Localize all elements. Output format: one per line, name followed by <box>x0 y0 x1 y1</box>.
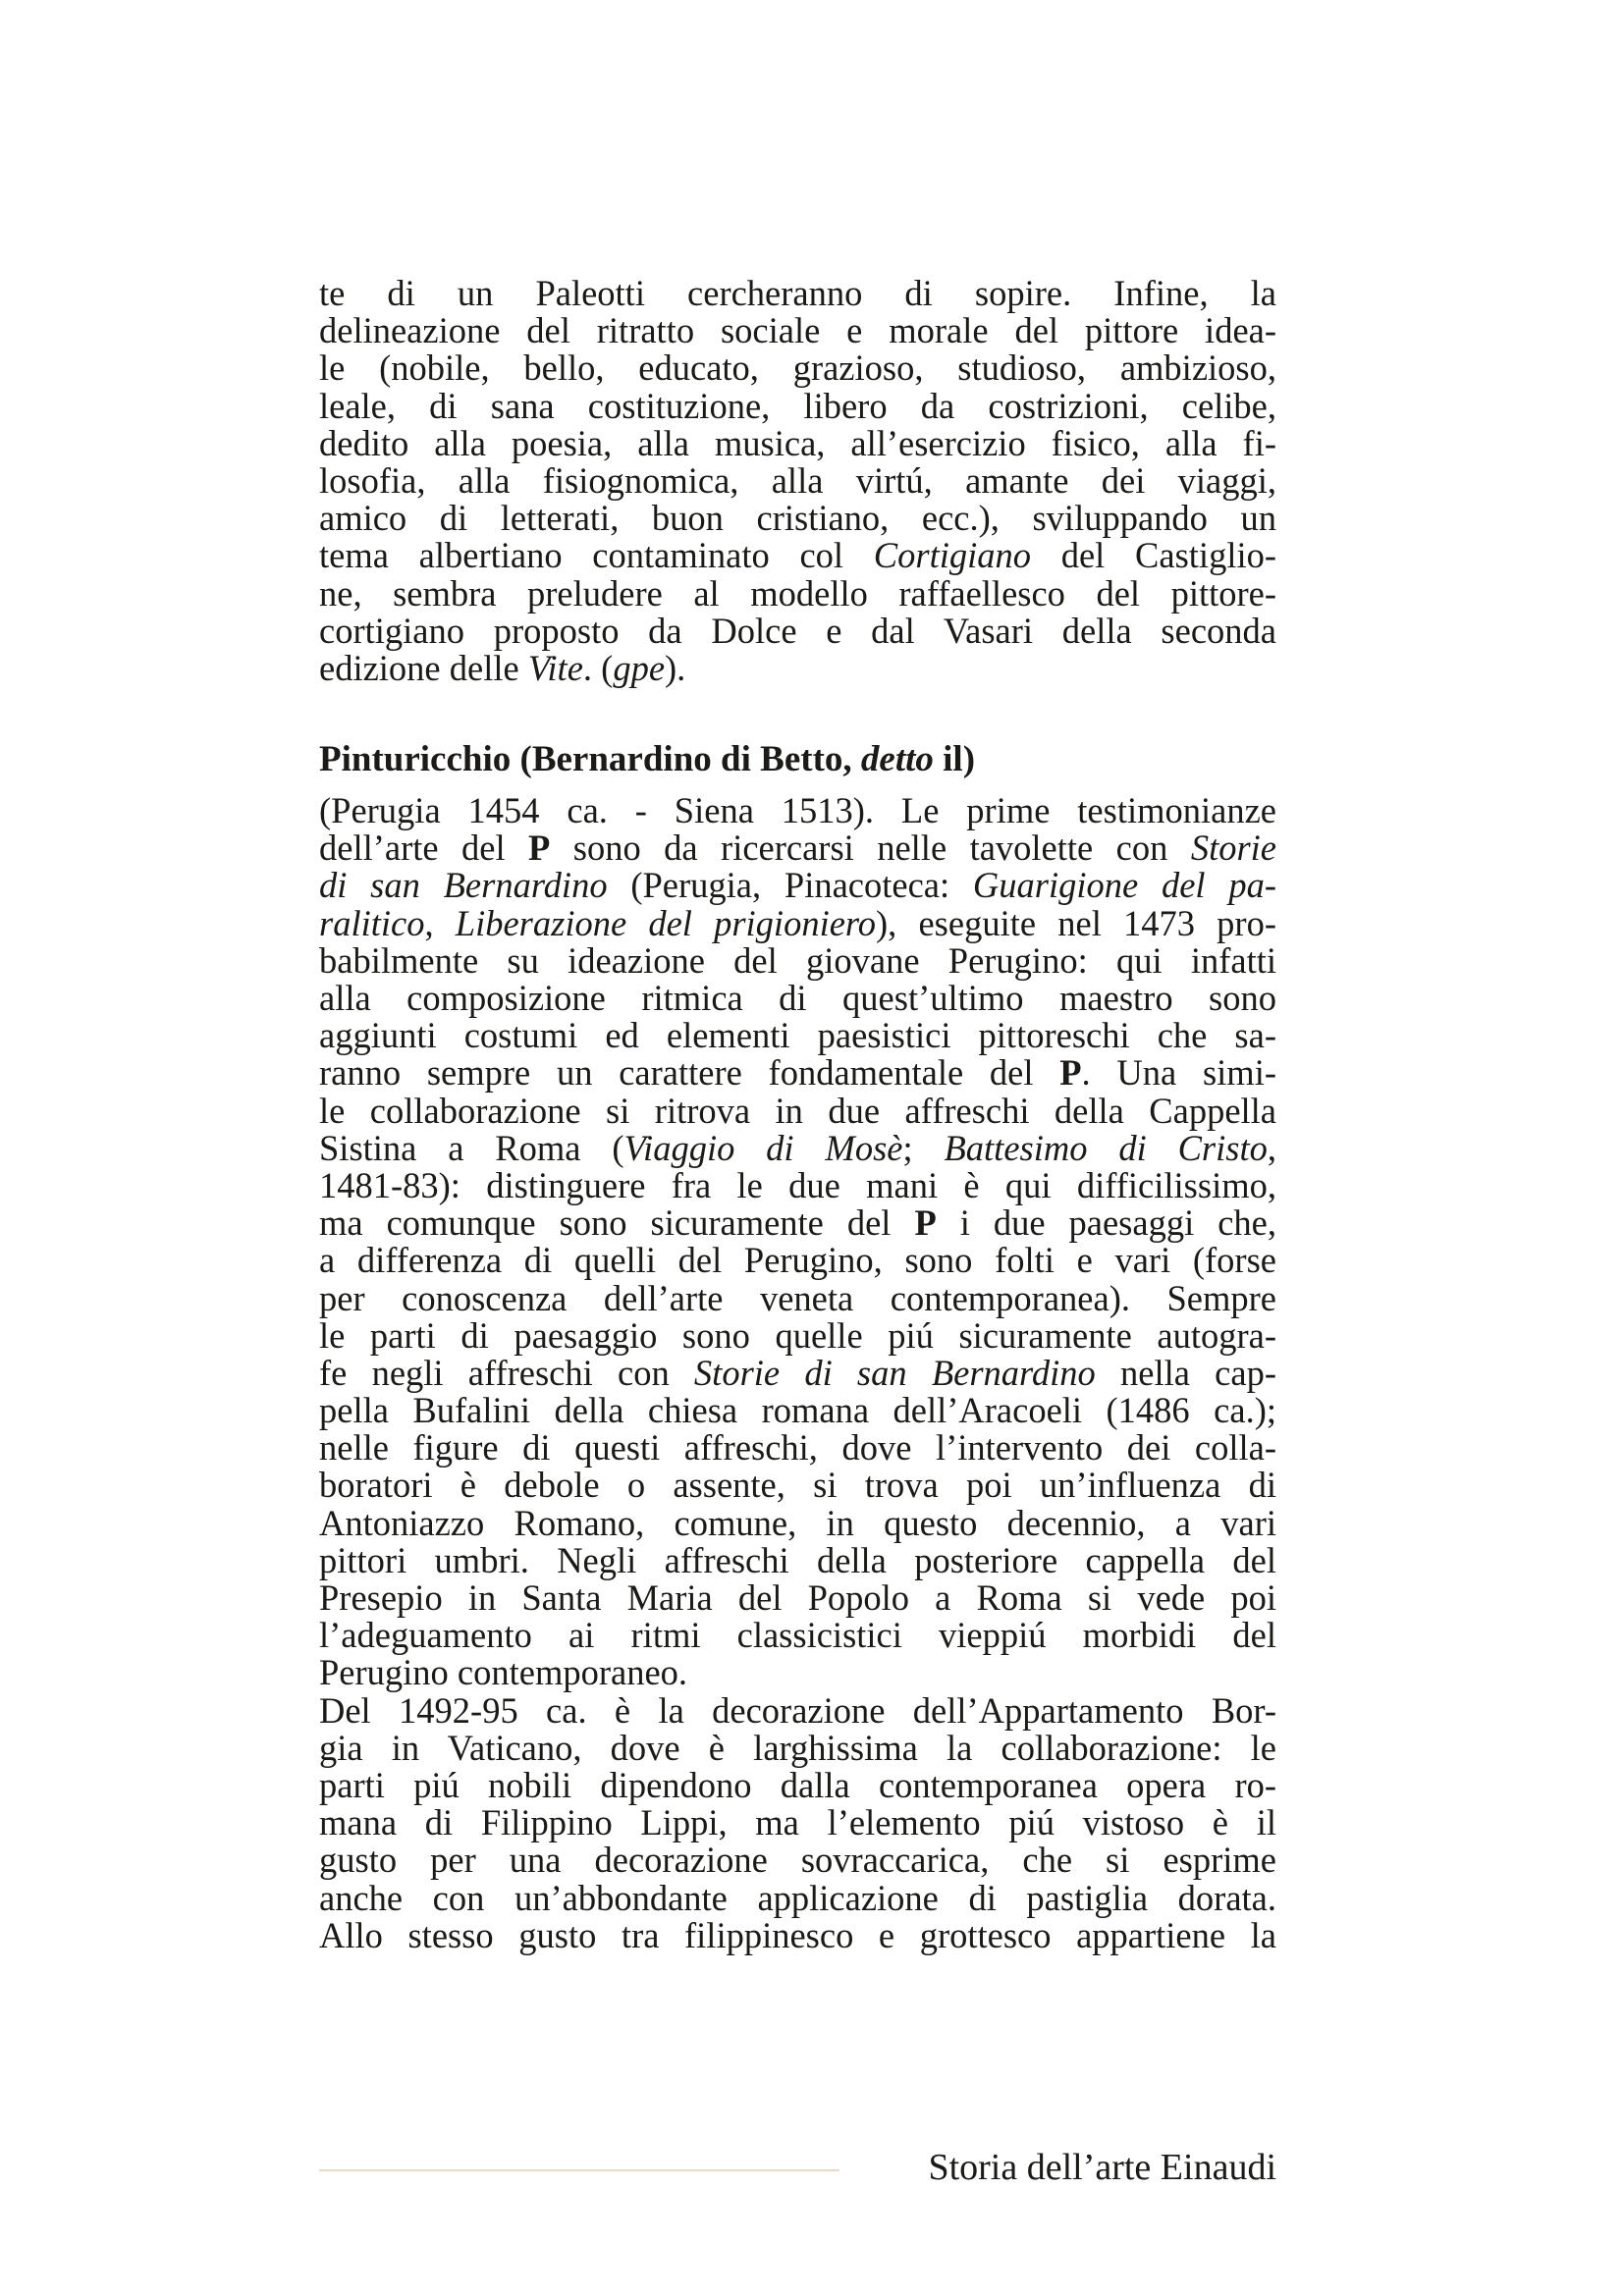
text-run: nelle figure di questi affreschi, dove l’intervento dei colla- <box>319 1427 1276 1468</box>
text-run: ranno sempre un carattere fondamentale del <box>319 1052 1060 1094</box>
text-line <box>319 647 1276 688</box>
text-run: cortigiano proposto da Dolce e dal Vasari della seconda <box>319 610 1276 651</box>
text-line <box>319 1467 1276 1504</box>
text-run: ma comunque sono sicuramente del <box>319 1202 915 1244</box>
text-line <box>319 1277 1276 1318</box>
text-run: boratori è debole o assente, si trova poi un’influenza di <box>319 1465 1276 1506</box>
text-run: del Castiglio- <box>1031 535 1277 576</box>
italic-run: gpe <box>613 647 666 688</box>
italic-run: Cortigiano <box>873 535 1031 576</box>
text-run: Allo stesso gusto tra filippinesco e grottesco appartiene la <box>319 1914 1276 1955</box>
text-line <box>319 1579 1276 1617</box>
text-line <box>319 867 1276 904</box>
text-line <box>319 980 1276 1017</box>
text-run: a differenza di quelli del Perugino, sono folti e vari (forse <box>319 1240 1276 1281</box>
text-run: . ( <box>582 647 614 688</box>
text-run: aggiunti costumi ed elementi paesistici pittoreschi che sa- <box>319 1015 1276 1056</box>
text-run: tema albertiano contaminato col <box>319 535 874 576</box>
text-line <box>319 902 1276 943</box>
text-run: ne, sembra preludere al modello raffaellesco del pittore- <box>319 572 1276 614</box>
text-run: ; <box>902 1127 945 1168</box>
text-line <box>319 349 1276 387</box>
text-run: le collaborazione si ritrova in due affreschi della Cappella <box>319 1090 1276 1131</box>
text-line <box>319 610 1276 651</box>
text-run: per conoscenza dell’arte veneta contemporanea). Sempre <box>319 1277 1276 1318</box>
text-line <box>319 1654 1276 1691</box>
text-run: dell’arte del <box>319 828 529 869</box>
bold-run: P <box>914 1202 937 1244</box>
text-line <box>319 1090 1276 1131</box>
page-body <box>319 275 1276 1954</box>
text-run: , <box>1267 1127 1276 1168</box>
italic-run: Guarigione del pa- <box>972 865 1276 906</box>
text-line <box>319 459 1276 501</box>
footer-rule <box>319 2169 839 2171</box>
bold-run: P <box>528 828 551 869</box>
text-run: 1481-83): distinguere fra le due mani è qui difficilissimo, <box>319 1164 1276 1205</box>
text-line <box>319 275 1276 312</box>
text-line <box>319 1352 1276 1393</box>
text-run: pittori umbri. Negli affreschi della posteriore cappella del <box>319 1539 1276 1580</box>
text-run: Antoniazzo Romano, comune, in questo decennio, a vari <box>319 1502 1276 1543</box>
intro-paragraph <box>319 275 1276 687</box>
text-line <box>319 1502 1276 1543</box>
text-run: l’adeguamento ai ritmi classicistici vieppiú morbidi del <box>319 1615 1276 1656</box>
text-run: parti piú nobili dipendono dalla contemporanea opera ro- <box>319 1764 1276 1805</box>
text-line <box>319 312 1276 349</box>
text-line <box>319 537 1276 574</box>
text-line <box>319 1804 1276 1842</box>
text-line <box>319 1392 1276 1429</box>
text-run: (Perugia 1454 ca. - Siena 1513). Le prime testimonianze <box>319 790 1276 831</box>
text-line <box>319 1842 1276 1879</box>
italic-run: di san Bernardino <box>319 865 608 906</box>
text-run: anche con un’abbondante applicazione di pastiglia dorata. <box>319 1877 1276 1918</box>
footer-title: Storia dell’arte Einaudi <box>928 2147 1276 2188</box>
text-line <box>319 1054 1276 1092</box>
text-run: leale, di sana costituzione, libero da costrizioni, celibe, <box>319 385 1276 426</box>
text-line <box>319 385 1276 426</box>
text-line <box>319 829 1276 867</box>
italic-run: Storie <box>1190 828 1276 869</box>
text-line <box>319 1017 1276 1054</box>
text-line <box>319 1764 1276 1805</box>
text-run: ). <box>665 647 686 688</box>
text-line <box>319 1877 1276 1918</box>
italic-run: Liberazione del prigioniero <box>455 902 877 943</box>
entry-heading <box>319 737 1276 782</box>
text-run: edizione delle <box>319 647 528 688</box>
text-run: gia in Vaticano, dove è larghissima la collaborazione: le <box>319 1727 1276 1768</box>
text-run: alla composizione ritmica di quest’ultimo maestro sono <box>319 978 1276 1018</box>
text-line <box>319 1429 1276 1467</box>
bold-run: P <box>1059 1052 1082 1094</box>
text-line <box>319 1204 1276 1242</box>
text-run: le parti di paesaggio sono quelle piú sicuramente autogra- <box>319 1314 1276 1356</box>
entry-heading-main: Pinturicchio (Bernardino di Betto, <box>319 739 861 780</box>
italic-run: Storie di san Bernardino <box>693 1352 1096 1393</box>
text-run: nella cap- <box>1095 1352 1276 1393</box>
text-run: mana di Filippino Lippi, ma l’elemento piú vistoso è il <box>319 1802 1276 1843</box>
text-line <box>319 792 1276 829</box>
text-run: Perugino contemporaneo. <box>319 1652 688 1693</box>
italic-run: Battesimo di Cristo <box>944 1127 1268 1168</box>
text-run: pella Bufalini della chiesa romana dell’Aracoeli (1486 ca.); <box>319 1390 1276 1431</box>
text-line <box>319 422 1276 463</box>
italic-run: ralitico <box>319 902 425 943</box>
text-run: babilmente su ideazione del giovane Perugino: qui infatti <box>319 939 1276 981</box>
text-run: te di un Paleotti cercheranno di sopire. Infine, la <box>319 273 1276 313</box>
text-run: (Perugia, Pinacoteca: <box>607 865 973 906</box>
text-line <box>319 1127 1276 1168</box>
entry-body <box>319 792 1276 1954</box>
text-run: . Una simi- <box>1081 1052 1276 1094</box>
text-run: fe negli affreschi con <box>319 1352 694 1393</box>
text-line <box>319 1539 1276 1580</box>
text-line <box>319 1689 1276 1731</box>
text-line <box>319 1242 1276 1279</box>
text-line <box>319 1727 1276 1768</box>
text-run: le (nobile, bello, educato, grazioso, studioso, ambizioso, <box>319 347 1276 389</box>
text-line <box>319 500 1276 537</box>
text-line <box>319 1314 1276 1356</box>
italic-run: Viaggio di Mosè <box>623 1127 903 1168</box>
text-run: Del 1492-95 ca. è la decorazione dell’Appartamento Bor- <box>319 1689 1276 1731</box>
entry-heading-end: il) <box>933 739 976 780</box>
text-run: sono da ricercarsi nelle tavolette con <box>550 828 1191 869</box>
text-run: , <box>424 902 456 943</box>
text-run: ), eseguite nel 1473 pro- <box>876 902 1276 943</box>
page-footer <box>319 2146 1276 2189</box>
text-line <box>319 939 1276 981</box>
text-run: losofia, alla fisiognomica, alla virtú, amante dei viaggi, <box>319 459 1276 501</box>
entry-heading-italic: detto <box>860 739 934 780</box>
text-line <box>319 572 1276 614</box>
text-run: Presepio in Santa Maria del Popolo a Roma si vede poi <box>319 1577 1276 1618</box>
text-line <box>319 1164 1276 1205</box>
text-run: gusto per una decorazione sovraccarica, che si esprime <box>319 1840 1276 1881</box>
text-line <box>319 1617 1276 1654</box>
text-run: Sistina a Roma ( <box>319 1127 624 1168</box>
text-run: dedito alla poesia, alla musica, all’esercizio fisico, alla fi- <box>319 422 1276 463</box>
text-line <box>319 1914 1276 1955</box>
text-run: amico di letterati, buon cristiano, ecc.), sviluppando un <box>319 498 1276 539</box>
text-run: delineazione del ritratto sociale e morale del pittore idea- <box>319 310 1276 351</box>
text-run: i due paesaggi che, <box>936 1202 1276 1244</box>
italic-run: Vite <box>527 647 583 688</box>
